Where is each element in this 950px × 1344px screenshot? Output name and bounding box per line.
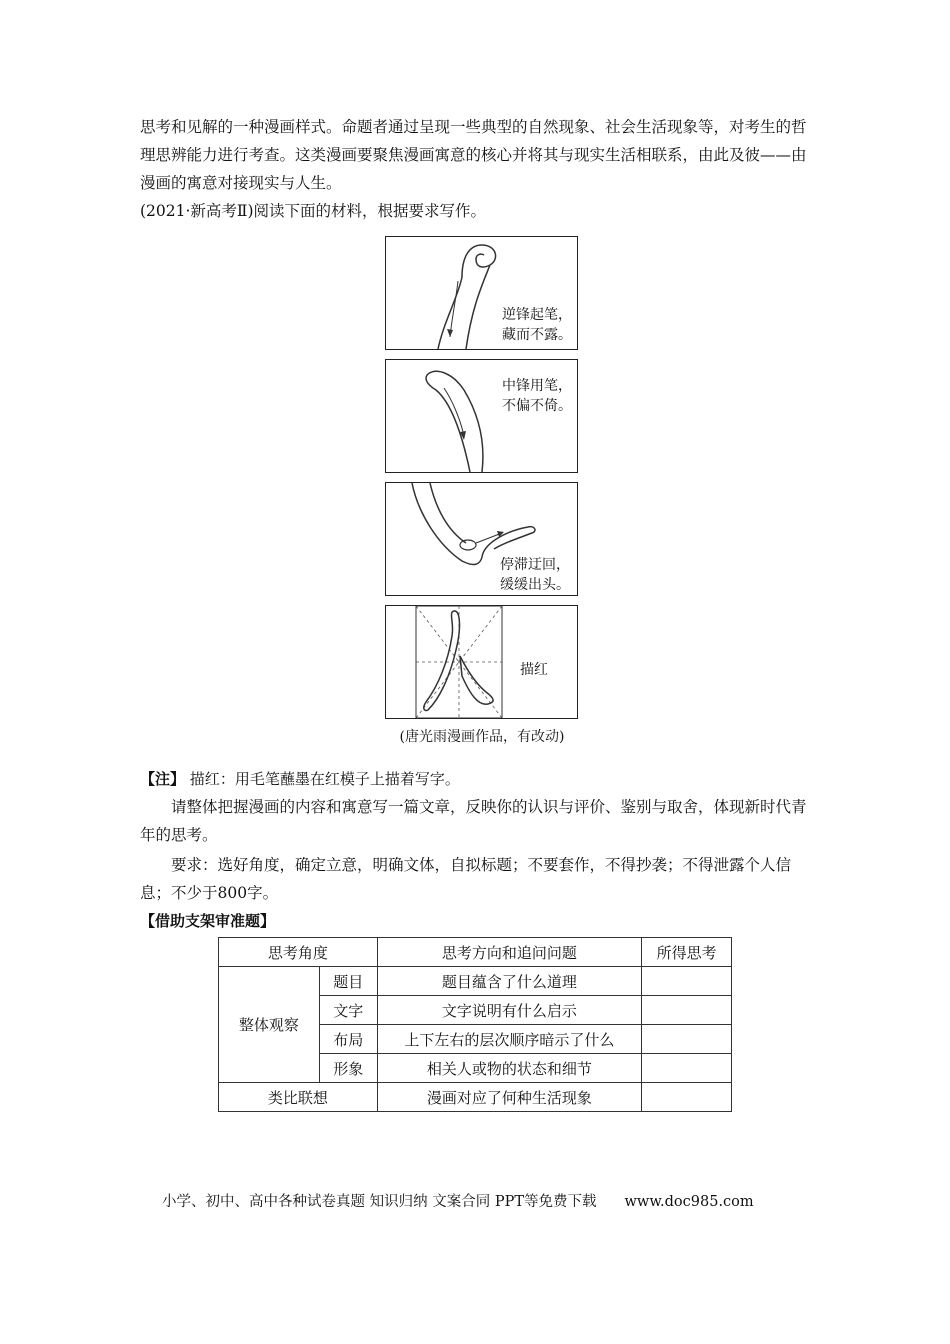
sub-title: 题目 bbox=[319, 967, 377, 996]
answer-cell[interactable] bbox=[642, 1054, 732, 1083]
framework-table bbox=[218, 937, 732, 1112]
caption-1-line1: 逆锋起笔， bbox=[502, 307, 572, 323]
question-image: 相关人或物的状态和细节 bbox=[377, 1054, 641, 1083]
sub-layout: 布局 bbox=[319, 1025, 377, 1054]
comic-panel-1 bbox=[385, 236, 578, 350]
comic-panel-4 bbox=[385, 605, 578, 719]
header-angle: 思考角度 bbox=[219, 938, 378, 967]
caption-2-line2: 不偏不倚。 bbox=[502, 398, 572, 414]
caption-4-label: 描红 bbox=[520, 662, 548, 678]
caption-1-line2: 藏而不露。 bbox=[502, 327, 572, 343]
answer-cell[interactable] bbox=[642, 1083, 732, 1112]
note-term: 描红 bbox=[189, 770, 220, 788]
page-footer bbox=[162, 1190, 754, 1211]
comic-credit: (唐光雨漫画作品，有改动) bbox=[399, 729, 565, 745]
source-line: (2021·新高考Ⅱ)阅读下面的材料，根据要求写作。 bbox=[140, 202, 487, 220]
table-row bbox=[219, 1083, 732, 1112]
answer-cell[interactable] bbox=[642, 996, 732, 1025]
prompt-paragraph-2: 要求：选好角度，确定立意，明确文体，自拟标题；不要套作，不得抄袭；不得泄露个人信息；不少于800字。 bbox=[140, 856, 792, 902]
answer-cell[interactable] bbox=[642, 1025, 732, 1054]
answer-cell[interactable] bbox=[642, 967, 732, 996]
caption-2-line1: 中锋用笔， bbox=[502, 378, 572, 394]
table-row bbox=[219, 967, 732, 996]
comic-panel-2 bbox=[385, 359, 578, 473]
question-title: 题目蕴含了什么道理 bbox=[377, 967, 641, 996]
table-header-row bbox=[219, 938, 732, 967]
group-analogy: 类比联想 bbox=[219, 1083, 378, 1112]
header-result: 所得思考 bbox=[642, 938, 732, 967]
sub-text: 文字 bbox=[319, 996, 377, 1025]
question-layout: 上下左右的层次顺序暗示了什么 bbox=[377, 1025, 641, 1054]
framework-heading: 【借助支架审准题】 bbox=[140, 912, 276, 930]
question-analogy: 漫画对应了何种生活现象 bbox=[377, 1083, 641, 1112]
note-tag: 【注】 bbox=[140, 770, 186, 788]
intro-paragraph: 思考和见解的一种漫画样式。命题者通过呈现一些典型的自然现象、社会生活现象等，对考生的哲理思辨能力进行考查。这类漫画要聚焦漫画寓意的核心并将其与现实生活相联系，由此及彼——由漫画的寓意对接现实与人生。 bbox=[140, 118, 807, 192]
footer-url[interactable]: www.doc985.com bbox=[624, 1194, 754, 1210]
header-direction: 思考方向和追问问题 bbox=[377, 938, 641, 967]
note-line bbox=[140, 765, 460, 793]
footer-text: 小学、初中、高中各种试卷真题 知识归纳 文案合同 PPT等免费下载 bbox=[162, 1194, 597, 1210]
sub-image: 形象 bbox=[319, 1054, 377, 1083]
comic-panel-3 bbox=[385, 482, 578, 596]
caption-3-line1: 停滞迂回， bbox=[500, 557, 570, 573]
tracing-grid-icon bbox=[386, 606, 577, 718]
group-whole-observation: 整体观察 bbox=[219, 967, 320, 1083]
prompt-paragraph-1: 请整体把握漫画的内容和寓意写一篇文章，反映你的认识与评价、鉴别与取舍，体现新时代青年的思考。 bbox=[140, 798, 807, 844]
question-text: 文字说明有什么启示 bbox=[377, 996, 641, 1025]
caption-3-line2: 缓缓出头。 bbox=[500, 577, 570, 593]
note-text: ：用毛笔蘸墨在红模子上描着写字。 bbox=[219, 770, 460, 788]
